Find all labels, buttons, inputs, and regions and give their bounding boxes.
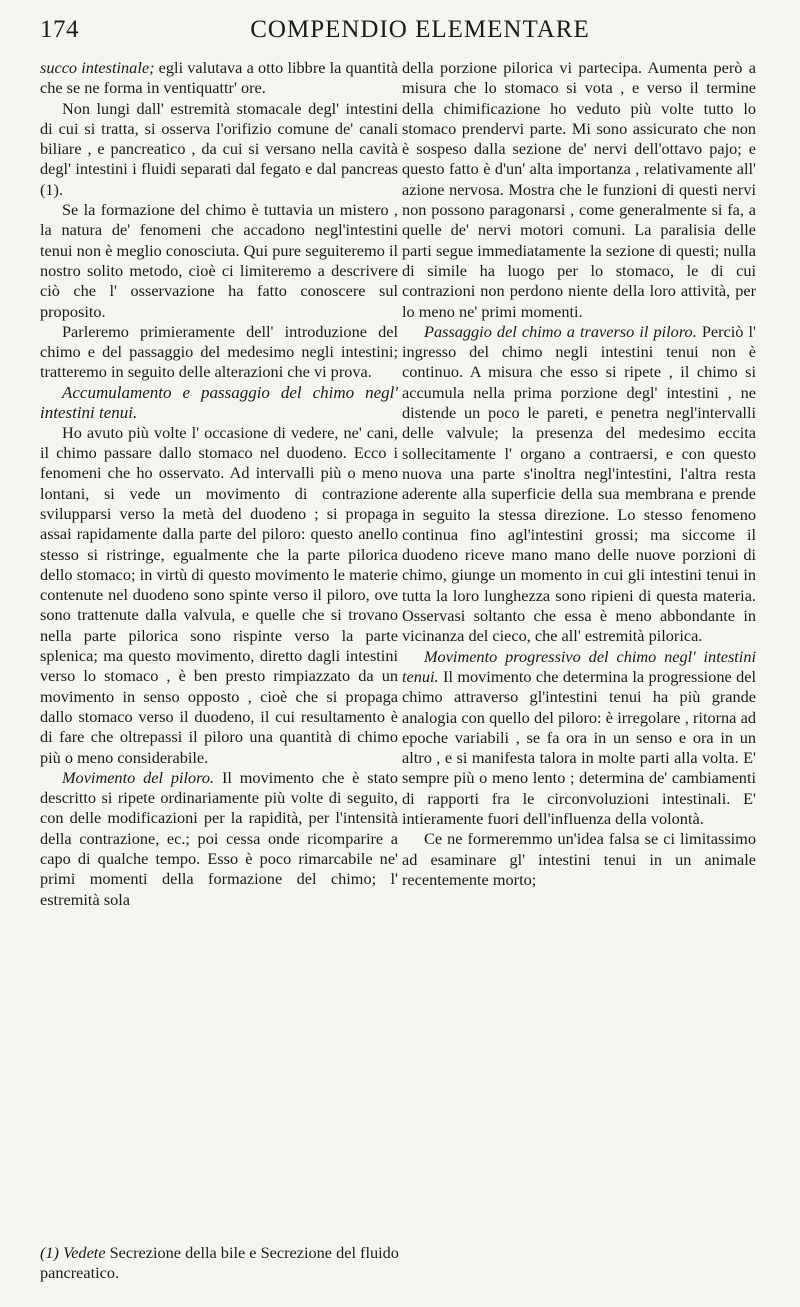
paragraph: Se la formazione del chimo è tuttavia un mistero , la natura de' fenomeni che accadono negl'intestini tenui non è meglio conosciuta. Qui pure seguiteremo il nostro solito metodo, cioè ci limiteremo a descrivere ciò che l' osservazione ha fatto conoscere sul proposito. (40, 200, 398, 321)
italic-lead: Movimento progressivo del chimo negl' intestini tenui. (402, 646, 756, 686)
page-header (0, 8, 800, 58)
paragraph: Non lungi dall' estremità stomacale degl' intestini di cui si tratta, si osserva l'orifizio comune de' canali biliare , e pancreatico , da cui si versano nella cavità degl' intestini i fluidi separati dal fegato e dal pancreas (1). (40, 98, 398, 199)
footnote-text: Secrezione della bile e Secrezione del fluido pancreatico. (40, 1243, 399, 1283)
paragraph-text: Perciò l' ingresso del chimo negli intestini tenui non è continuo. A misura che esso si ripete , il chimo si accumula nella prima porzione degl' intestini , ne distende un poco le pareti, e penetra negl'intervalli delle valvule; la presenza del medesimo eccita sollecitamente l' organo a contraersi, e con questo nuova una parte s'inoltra negl'intestini, l'altra resta aderente alla superficie della sua membrana e prende in seguito la stessa direzione. Lo stesso fenomeno continua fino agl'intestini grossi; ma siccome il duodeno riceve mano mano delle nuove porzioni di chimo, giunge un momento in cui gli intestini tenui in tutta la loro lunghezza sono ripieni di questa materia. Osservasi soltanto che essa è meno abbondante in vicinanza del cieco, che all' estremità pilorica. (402, 321, 756, 646)
section-heading: Accumulamento e passaggio del chimo negl' intestini tenui. (40, 382, 398, 422)
paragraph (402, 647, 756, 830)
paragraph-text: egli valutava a otto libbre la quantità che se ne forma in ventiquattr' ore. (40, 58, 399, 98)
footnote-marker: (1) (40, 1243, 59, 1262)
paragraph (40, 58, 398, 99)
paragraph-text: Il movimento che è stato descritto si ripete ordinariamente più volte di seguito, con delle modificazioni per la rapidità, per l'intensità della contrazione, ec.; poi cessa onde ricomparire a capo di qualche tempo. Esso è poco rimarcabile ne' primi momenti della formazione del chimo; l' estremità sola (40, 767, 398, 909)
paragraph-text: Il movimento che determina la progressione del chimo attraverso gl'intestini tenui ha più grande analogia con quello del piloro: è irregolare , ritorna ad epoche variabili , se fa ora in un senso e ora in un altro , e si manifesta talora in molte parti alla volta. E' sempre più o meno lento ; determina de' cambiamenti di rapporti fra le circonvoluzioni intestinali. E' intieramente fuori dell'influenza della volontà. (402, 666, 756, 828)
paragraph: della porzione pilorica vi partecipa. Aumenta però a misura che lo stomaco si vota , e verso il termine della chimificazione ho veduto più volte tutto lo stomaco prendervi parte. Mi sono assicurato che non è sospeso dalla sezione de' nervi dell'ottavo pajo; e questo fatto è d'un' alta importanza , relativamente all' azione nervosa. Mostra che le funzioni di questi nervi non possono paragonarsi , come generalmente si fa, a quelle de' nervi motori comuni. La paralisia delle parti segue immediatamente la sezione di questi; nulla di simile ha luogo per lo stomaco, le di cui contrazioni non perdono niente della loro attività, per lo meno ne' primi momenti. (402, 58, 756, 321)
running-head: COMPENDIO ELEMENTARE (250, 16, 590, 43)
footnote (40, 1243, 400, 1284)
paragraph: Ce ne formeremmo un'idea falsa se ci limitassimo ad esaminare gl' intestini tenui in un animale recentemente morto; (402, 829, 756, 889)
page-number: 174 (40, 16, 79, 43)
italic-lead: succo intestinale; (40, 58, 155, 77)
italic-lead: Movimento del piloro. (62, 767, 215, 787)
right-column (402, 58, 756, 890)
paragraph (402, 322, 756, 647)
italic-lead: Passaggio del chimo a traverso il piloro. (424, 321, 697, 341)
paragraph (40, 768, 398, 910)
left-column (40, 58, 398, 910)
paragraph: Parleremo primieramente dell' introduzione del chimo e del passaggio del medesimo negli intestini; tratteremo in seguito delle alterazioni che vi prova. (40, 321, 398, 382)
paragraph: Ho avuto più volte l' occasione di vedere, ne' cani, il chimo passare dallo stomaco nel duodeno. Ecco i fenomeni che ho osservato. Ad intervalli più o meno lontani, si vede un movimento di contrazione svilupparsi verso la metà del duodeno ; si propaga assai rapidamente dalla parte del piloro: questo anello stesso si ristringe, egualmente che la parte pilorica dello stomaco; in virtù di questo movimento le materie contenute nel duodeno sono spinte verso il piloro, ove sono trattenute dalla valvula, e quelle che si trovano nella parte pilorica sono rispinte verso la parte splenica; ma questo movimento, diretto dagli intestini verso lo stomaco , è ben presto rimpiazzato da un movimento in senso opposto , cioè che si propaga dallo stomaco verso il duodeno, il cui resultamento è di fare che oltrepassi il piloro una quantità di chimo più o meno considerabile. (40, 422, 398, 767)
footnote-lead: Vedete (63, 1243, 106, 1262)
